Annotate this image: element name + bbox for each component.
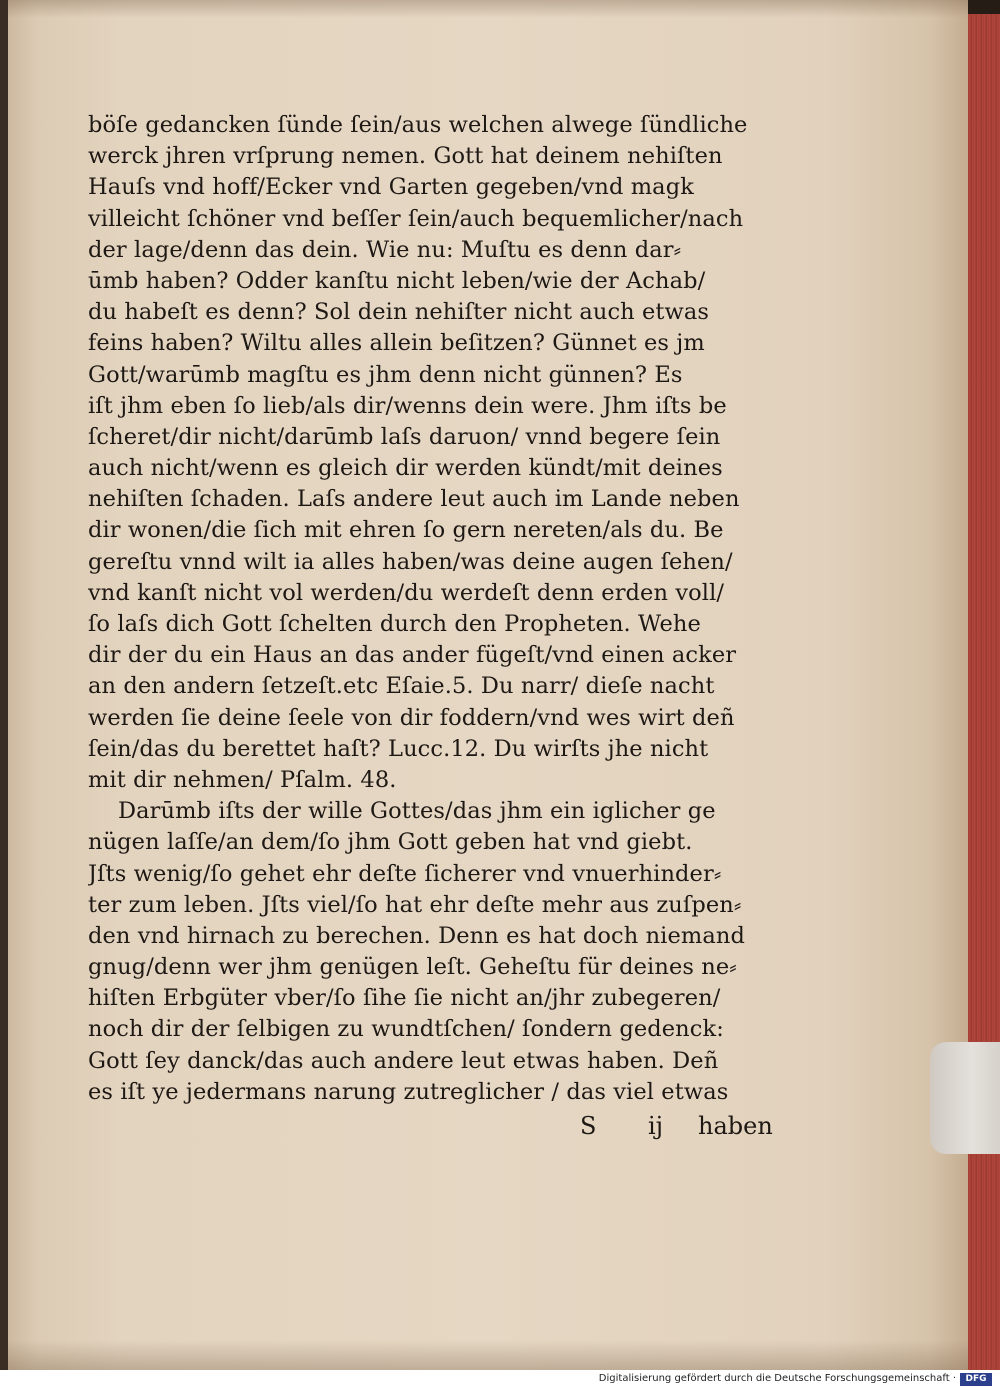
signature-mark: S xyxy=(580,1112,597,1140)
binding-edge xyxy=(0,0,8,1370)
text-line: werck jhren vrſprung nemen. Gott hat deinem nehiſten xyxy=(88,143,723,170)
text-line: Gott ſey danck/das auch andere leut etwas haben. Deñ xyxy=(88,1047,719,1074)
text-line: Gott/warūmb magſtu es jhm denn nicht günnen? Es xyxy=(88,361,683,388)
page-shadow-bottom xyxy=(8,1340,968,1370)
text-line: ſcheret/dir nicht/darūmb laſs daruon/ vnnd begere ſein xyxy=(88,423,721,450)
body-text xyxy=(88,110,778,1108)
page-tab-marker xyxy=(930,1042,1000,1154)
text-line: villeicht ſchöner vnd beſſer ſein/auch bequemlicher/nach xyxy=(88,205,744,232)
text-line: dir der du ein Haus an das ander fügeſt/vnd einen acker xyxy=(88,642,737,669)
text-line: iſt jhm eben ſo lieb/als dir/wenns dein were. Jhm iſts be xyxy=(88,392,727,419)
leaf-mark: ij xyxy=(648,1112,664,1140)
text-line: ſein/das du berettet haſt? Lucc.12. Du wirſts jhe nicht xyxy=(88,735,709,762)
text-line: den vnd hirnach zu berechen. Denn es hat doch niemand xyxy=(88,922,745,949)
text-line: böſe gedancken ſünde ſein/aus welchen alwege ſündliche xyxy=(88,112,748,138)
text-line: Hauſs vnd hoff/Ecker vnd Garten gegeben/vnd magk xyxy=(88,174,694,201)
book-page xyxy=(8,0,968,1370)
text-line: Jſts wenig/ſo gehet ehr deſte ſicherer vnd vnuerhinder⸗ xyxy=(88,860,722,887)
catchword: haben xyxy=(698,1112,773,1140)
text-line: hiſten Erbgüter vber/ſo ſihe ſie nicht an/jhr zubegeren/ xyxy=(88,985,721,1012)
text-line: nehiſten ſchaden. Laſs andere leut auch im Lande neben xyxy=(88,486,740,513)
text-line: Darūmb iſts der wille Gottes/das jhm ein iglicher ge xyxy=(118,798,716,825)
text-line: du habeſt es denn? Sol dein nehiſter nicht auch etwas xyxy=(88,299,710,326)
text-line: ter zum leben. Jſts viel/ſo hat ehr deſte mehr aus zuſpen⸗ xyxy=(88,891,742,918)
footer-bar xyxy=(0,1370,1000,1390)
dfg-logo-icon: DFG xyxy=(960,1373,992,1386)
text-line: feins haben? Wiltu alles allein beſitzen? Günnet es jm xyxy=(88,330,705,357)
text-line: noch dir der ſelbigen zu wundtſchen/ ſondern gedenck: xyxy=(88,1016,724,1043)
text-line: der lage/denn das dein. Wie nu: Muſtu es denn dar⸗ xyxy=(88,236,682,263)
text-line: vnd kanſt nicht vol werden/du werdeſt denn erden voll/ xyxy=(88,579,725,606)
text-line: werden ſie deine ſeele von dir foddern/vnd wes wirt deñ xyxy=(88,704,735,731)
text-line: auch nicht/wenn es gleich dir werden kündt/mit deines xyxy=(88,455,723,482)
text-line: es iſt ye jedermans narung zutreglicher / das viel etwas xyxy=(88,1078,729,1105)
text-line: gereſtu vnnd wilt ia alles haben/was deine augen ſehen/ xyxy=(88,548,733,575)
red-fore-edge xyxy=(968,14,1000,1370)
text-line: nügen laſſe/an dem/ſo jhm Gott geben hat vnd giebt. xyxy=(88,829,693,856)
text-line: ūmb haben? Odder kanſtu nicht leben/wie der Achab/ xyxy=(88,267,706,294)
text-line: gnug/denn wer jhm genügen leſt. Geheſtu für deines ne⸗ xyxy=(88,954,737,981)
page-shadow-top xyxy=(8,0,968,18)
text-line: mit dir nehmen/ Pſalm. 48. xyxy=(88,766,397,793)
footer-credit: Digitalisierung gefördert durch die Deutsche Forschungsgemeinschaft · xyxy=(598,1373,956,1384)
text-line: dir wonen/die ſich mit ehren ſo gern nereten/als du. Be xyxy=(88,517,724,544)
text-line: an den andern ſetzeſt.etc Eſaie.5. Du narr/ dieſe nacht xyxy=(88,673,715,700)
text-line: ſo laſs dich Gott ſchelten durch den Propheten. Wehe xyxy=(88,611,701,637)
